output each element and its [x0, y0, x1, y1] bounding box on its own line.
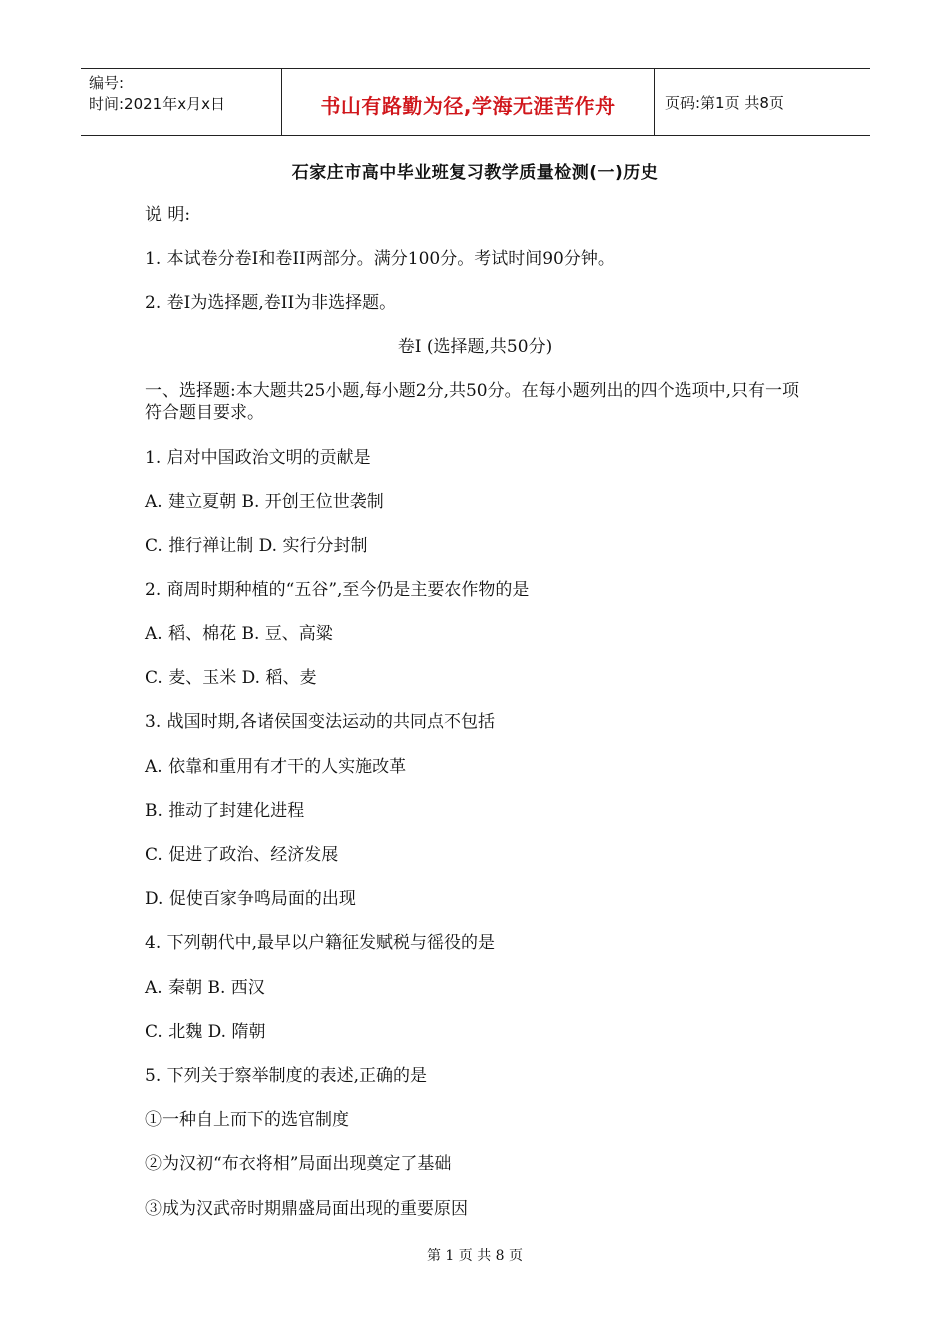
question-3-option-d: D. 促使百家争鸣局面的出现: [145, 889, 356, 909]
question-3-option-b: B. 推动了封建化进程: [145, 801, 305, 821]
instructions-heading: 说 明:: [145, 205, 191, 225]
question-1: 1. 启对中国政治文明的贡献是: [145, 448, 371, 468]
question-4: 4. 下列朝代中,最早以户籍征发赋税与徭役的是: [145, 933, 496, 953]
question-5: 5. 下列关于察举制度的表述,正确的是: [145, 1066, 428, 1086]
question-3-option-a: A. 依靠和重用有才干的人实施改革: [145, 757, 407, 777]
header-page-info: 页码:第1页 共8页: [665, 94, 784, 112]
question-3: 3. 战国时期,各诸侯国变法运动的共同点不包括: [145, 712, 496, 732]
question-5-statement-3: ③成为汉武帝时期鼎盛局面出现的重要原因: [145, 1199, 468, 1219]
page-footer: 第 1 页 共 8 页: [426, 1248, 524, 1264]
question-5-statement-2: ②为汉初“布衣将相”局面出现奠定了基础: [145, 1154, 452, 1174]
section-instructions: 一、选择题:本大题共25小题,每小题2分,共50分。在每小题列出的四个选项中,只有一项符合题目要求。: [145, 381, 800, 423]
instruction-1: 1. 本试卷分卷I和卷II两部分。满分100分。考试时间90分钟。: [145, 249, 615, 269]
question-4-options-ab: A. 秦朝 B. 西汉: [145, 978, 265, 998]
instruction-2: 2. 卷I为选择题,卷II为非选择题。: [145, 293, 397, 313]
question-5-statement-1: ①一种自上而下的选官制度: [145, 1110, 349, 1130]
section-heading: 卷I (选择题,共50分): [397, 337, 553, 357]
question-2-options-ab: A. 稻、棉花 B. 豆、高粱: [145, 624, 333, 644]
header-meta: [81, 69, 282, 135]
time-label: 时间:2021年x月x日: [89, 95, 225, 113]
question-1-options-ab: A. 建立夏朝 B. 开创王位世袭制: [145, 492, 384, 512]
question-2: 2. 商周时期种植的“五谷”,至今仍是主要农作物的是: [145, 580, 530, 600]
question-3-option-c: C. 促进了政治、经济发展: [145, 845, 339, 865]
question-2-options-cd: C. 麦、玉米 D. 稻、麦: [145, 668, 317, 688]
header-motto: 书山有路勤为径,学海无涯苦作舟: [282, 69, 655, 135]
header-table: [81, 68, 870, 136]
question-4-options-cd: C. 北魏 D. 隋朝: [145, 1022, 266, 1042]
document-title: 石家庄市高中毕业班复习教学质量检测(一)历史: [291, 163, 659, 183]
number-label: 编号:: [89, 74, 125, 92]
question-1-options-cd: C. 推行禅让制 D. 实行分封制: [145, 536, 368, 556]
